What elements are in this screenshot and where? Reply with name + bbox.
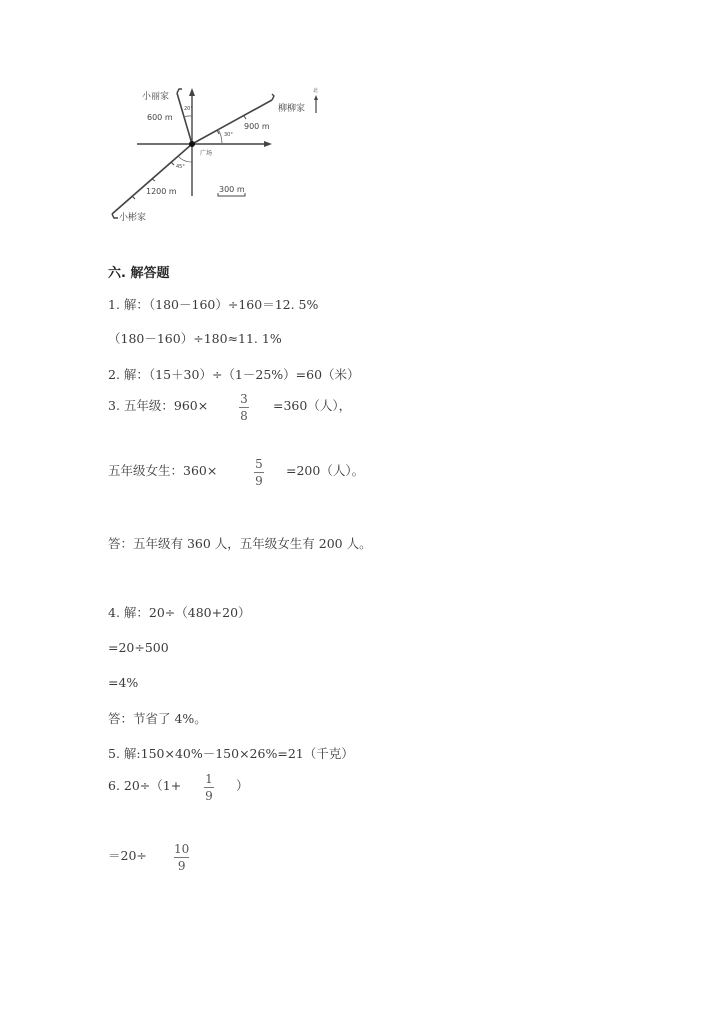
q1-line1: 1. 解：（180－160）÷160＝12. 5% [108, 297, 319, 312]
fraction-denominator: 9 [205, 789, 213, 803]
label-xiaobin-angle: 45° [176, 164, 185, 170]
fraction-bar [174, 857, 189, 858]
q2-line1: 2. 解：（15＋30）÷（1－25%）=60（米） [108, 367, 360, 382]
north-label: 北 [313, 88, 319, 94]
fraction-bar [239, 407, 249, 408]
label-square: 广场 [200, 150, 213, 157]
q6-line1 [108, 772, 508, 808]
section-heading: 六. 解答题 [108, 266, 170, 281]
fraction-3-8 [239, 392, 249, 423]
q6-line1-post: ） [236, 778, 249, 793]
fraction-denominator: 9 [177, 859, 186, 873]
label-xiaoli-distance: 600 m [147, 113, 173, 122]
label-liuliu-distance: 900 m [244, 122, 270, 131]
label-xiaoli-angle: 20° [184, 106, 193, 112]
fraction-1-9 [204, 772, 214, 803]
location-diagram [100, 80, 340, 230]
q4-line3: =4% [108, 675, 139, 690]
q4-line1: 4. 解：20÷（480+20） [108, 605, 251, 620]
fraction-numerator: 3 [240, 392, 248, 406]
label-xiaobin-distance: 1200 m [146, 187, 177, 196]
fraction-denominator: 8 [240, 409, 248, 423]
q3-line1-post: =360（人）， [273, 398, 352, 413]
q3-line2-post: =200（人）。 [286, 463, 365, 478]
q3-line2-pre: 五年级女生：360× [108, 463, 218, 478]
q3-answer: 答：五年级有 360 人，五年级女生有 200 人。 [108, 536, 372, 551]
q1-line2: （180－160）÷180≈11. 1% [108, 331, 282, 346]
q6-line1-pre: 6. 20÷（1+ [108, 778, 182, 793]
q3-line2 [108, 457, 508, 493]
q4-line2: =20÷500 [108, 640, 169, 655]
label-xiaobin-home: 小彬家 [119, 213, 147, 223]
fraction-numerator: 5 [255, 457, 263, 471]
fraction-bar [204, 787, 214, 788]
fraction-denominator: 9 [255, 474, 263, 488]
fraction-bar [254, 472, 264, 473]
scale-label: 300 m [219, 185, 245, 194]
fraction-10-9 [174, 842, 189, 873]
q4-answer: 答：节省了 4%。 [108, 711, 207, 726]
fraction-5-9 [254, 457, 264, 488]
label-liuliu-angle: 30° [224, 132, 233, 138]
q3-line1 [108, 392, 508, 428]
fraction-numerator: 10 [174, 842, 190, 856]
q6-line2-pre: ＝20÷ [108, 848, 147, 863]
q6-line2 [108, 842, 508, 878]
q5-line1: 5. 解:150×40%－150×26%=21（千克） [108, 746, 354, 761]
label-xiaoli-home: 小丽家 [142, 92, 170, 102]
label-liuliu-home: 柳柳家 [278, 104, 306, 114]
q3-line1-pre: 3. 五年级：960× [108, 398, 209, 413]
fraction-numerator: 1 [205, 772, 213, 786]
